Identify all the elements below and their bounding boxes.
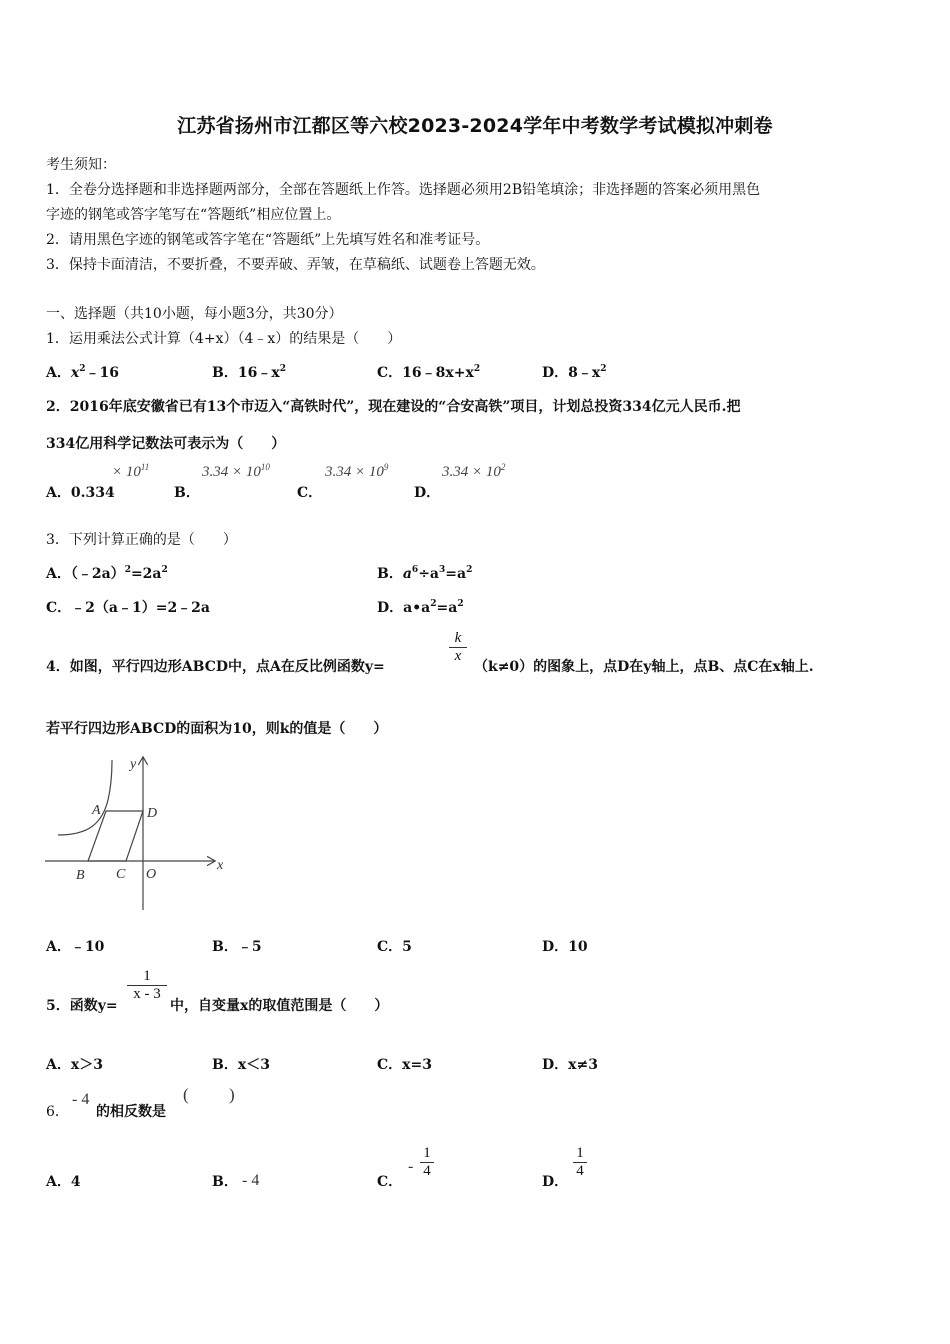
q5-fraction: 1 x - 3: [127, 968, 167, 1003]
q5-option-c: C．x=3: [377, 1057, 432, 1073]
q6-option-a: A．4: [46, 1174, 81, 1190]
q1-option-c: C．$16﹣8x+x^2$: [377, 364, 481, 381]
label-d: D: [147, 806, 158, 821]
label-y: y: [130, 757, 137, 772]
section-heading: 一、选择题（共10小题，每小题3分，共30分）: [46, 306, 343, 322]
label-o: O: [146, 867, 157, 882]
q2-option-d-label: D．: [414, 485, 441, 501]
notice-line-1: 1．全卷分选择题和非选择题两部分，全部在答题纸上作答。选择题必须用2B铅笔填涂；非选择题的答案必须用黑色: [46, 182, 761, 198]
q4-stem-post: （k≠0）的图象上，点D在y轴上，点B、点C在x轴上.: [474, 659, 814, 675]
q5-option-a: A．x＞3: [46, 1057, 103, 1073]
q2-stem-line-1: 2．2016年底安徽省已有13个市迈入“高铁时代”，现在建设的“合安高铁”项目，计划总投资334亿元人民币.把: [46, 399, 741, 415]
q2-option-d-formula: $3.34 \times 10^2$: [442, 462, 506, 480]
q3-option-a: A．$(﹣2a)^2=2a^2$: [46, 565, 168, 582]
q1-option-a: A．$x^2﹣16$: [46, 364, 119, 381]
notice-line-2: 2．请用黑色字迹的钢笔或答字笔在“答题纸”上先填写姓名和准考证号。: [46, 232, 490, 248]
q2-option-b-formula: $3.34 \times 10^{10}$: [202, 462, 270, 480]
q6-option-c-label: C．: [377, 1174, 403, 1190]
q2-option-c-label: C．: [297, 485, 323, 501]
q1-option-d: D．$8﹣x^2$: [542, 364, 607, 381]
q4-fraction: k x: [449, 630, 467, 665]
label-x: x: [217, 858, 224, 873]
q5-stem-post: 中，自变量x的取值范围是（ ）: [170, 998, 389, 1014]
notice-line-1b: 字迹的钢笔或答字笔写在“答题纸”相应位置上。: [46, 207, 341, 223]
q3-option-c: C．﹣2（a﹣1）=2﹣2a: [46, 600, 210, 616]
q4-option-b: B．﹣5: [212, 939, 262, 955]
q6-stem-post: 的相反数是: [96, 1104, 166, 1120]
q4-option-d: D．10: [542, 939, 588, 955]
label-c: C: [116, 867, 126, 882]
q3-option-b: B．$a^6\div a^3=a^2$: [377, 565, 473, 582]
q4-option-c: C．5: [377, 939, 412, 955]
q6-number: 6．: [46, 1104, 69, 1120]
q6-paren-open: (: [183, 1085, 189, 1104]
label-a: A: [92, 803, 101, 818]
q6-option-d-label: D．: [542, 1174, 569, 1190]
q6-value: - 4: [72, 1091, 90, 1108]
q2-option-a: A．0.334: [46, 485, 115, 501]
q4-option-a: A．﹣10: [46, 939, 105, 955]
q3-option-d: D．$a•a^2=a^2$: [377, 599, 464, 616]
q6-option-b-label: B．: [212, 1174, 238, 1190]
q1-option-b: B．$16﹣x^2$: [212, 364, 286, 381]
q4-stem-line-2: 若平行四边形ABCD的面积为10，则k的值是（ ）: [46, 721, 388, 737]
q5-option-d: D．x≠3: [542, 1057, 598, 1073]
label-b: B: [76, 868, 85, 883]
notice-line-3: 3．保持卡面清洁，不要折叠，不要弄破、弄皱，在草稿纸、试题卷上答题无效。: [46, 257, 545, 273]
parallelogram-abcd: [88, 811, 143, 861]
q2-option-c-formula: $3.34 \times 10^9$: [325, 462, 389, 480]
q2-option-a-formula: × $10^{11}$: [112, 462, 150, 480]
q1-stem: 1．运用乘法公式计算（4+x）（4﹣x）的结果是（ ）: [46, 331, 402, 347]
notice-heading: 考生须知：: [46, 157, 116, 173]
q2-option-b-label: B．: [174, 485, 200, 501]
q6-option-c-fraction: 1 4: [420, 1145, 434, 1180]
q3-stem: 3．下列计算正确的是（ ）: [46, 532, 237, 548]
hyperbola-curve: [58, 760, 112, 835]
q6-option-d-fraction: 1 4: [573, 1145, 587, 1180]
q4-stem-pre: 4．如图，平行四边形ABCD中，点A在反比例函数y=: [46, 659, 385, 675]
q6-paren-close: ): [229, 1085, 235, 1104]
q5-option-b: B．x＜3: [212, 1057, 270, 1073]
q6-option-b-value: - 4: [242, 1172, 260, 1189]
page-title: 江苏省扬州市江都区等六校2023-2024学年中考数学考试模拟冲刺卷: [177, 115, 773, 137]
q5-stem-pre: 5．函数y=: [46, 998, 118, 1014]
q2-stem-line-2: 334亿用科学记数法可表示为（ ）: [46, 436, 286, 452]
q4-figure: [40, 752, 240, 917]
q6-option-c-sign: -: [408, 1158, 414, 1175]
